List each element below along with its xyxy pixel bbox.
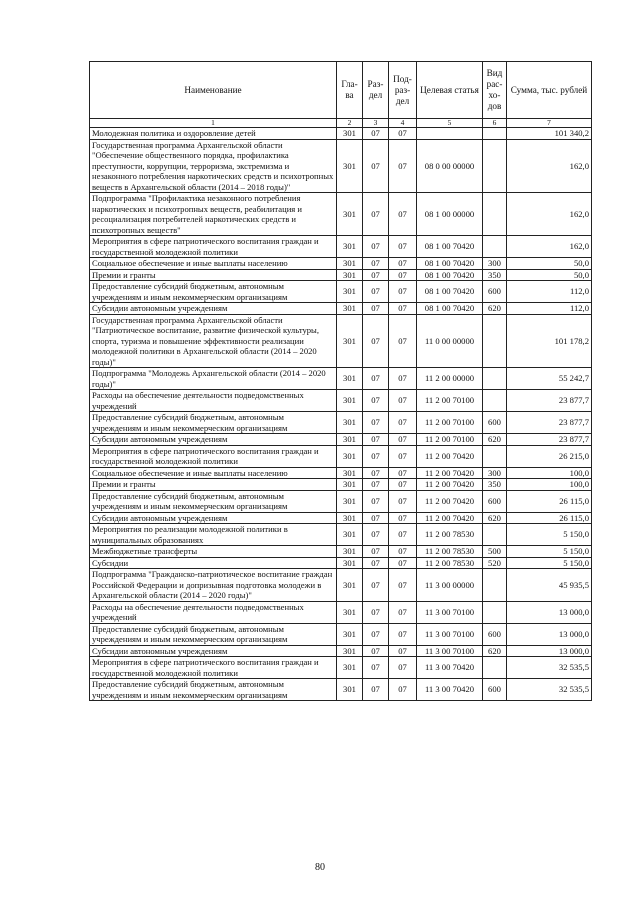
cell-statya: 11 2 00 70420 <box>417 445 483 467</box>
cell-razdel: 07 <box>363 128 389 140</box>
cell-name: Мероприятия в сфере патриотического воспитания граждан и государственной молодежной политики <box>90 236 337 258</box>
cell-podrazdel: 07 <box>389 390 417 412</box>
cell-name: Расходы на обеспечение деятельности подведомственных учреждений <box>90 390 337 412</box>
cell-statya: 11 3 00 70420 <box>417 679 483 701</box>
column-number: 3 <box>363 119 389 128</box>
cell-statya: 11 2 00 78530 <box>417 524 483 546</box>
table-row <box>90 303 592 315</box>
cell-name: Субсидии автономным учреждениям <box>90 303 337 315</box>
cell-vid <box>483 601 507 623</box>
cell-vid <box>483 139 507 193</box>
cell-summa: 100,0 <box>507 479 592 491</box>
cell-vid <box>483 657 507 679</box>
cell-name: Предоставление субсидий бюджетным, автономным учреждениям и иным некоммерческим организациям <box>90 623 337 645</box>
page-number: 80 <box>315 862 325 873</box>
cell-podrazdel: 07 <box>389 679 417 701</box>
cell-podrazdel: 07 <box>389 479 417 491</box>
cell-glava: 301 <box>337 524 363 546</box>
header-razdel: Раз-дел <box>363 62 389 119</box>
cell-name: Предоставление субсидий бюджетным, автономным учреждениям и иным некоммерческим организациям <box>90 679 337 701</box>
cell-vid <box>483 193 507 236</box>
cell-podrazdel: 07 <box>389 657 417 679</box>
cell-podrazdel: 07 <box>389 236 417 258</box>
cell-glava: 301 <box>337 128 363 140</box>
cell-statya: 08 1 00 70420 <box>417 258 483 270</box>
table-row <box>90 258 592 270</box>
cell-name: Подпрограмма "Профилактика незаконного потребления наркотических и психотропных веществ, реабилитация и ресоциализация потребителей наркотических средств и психотропных веществ" <box>90 193 337 236</box>
cell-podrazdel: 07 <box>389 139 417 193</box>
cell-vid <box>483 314 507 368</box>
table-row <box>90 368 592 390</box>
cell-podrazdel: 07 <box>389 557 417 569</box>
cell-name: Субсидии автономным учреждениям <box>90 645 337 657</box>
cell-podrazdel: 07 <box>389 524 417 546</box>
cell-summa: 5 150,0 <box>507 524 592 546</box>
cell-vid: 300 <box>483 258 507 270</box>
cell-name: Предоставление субсидий бюджетным, автономным учреждениям и иным некоммерческим организациям <box>90 281 337 303</box>
table-row <box>90 546 592 558</box>
cell-summa: 112,0 <box>507 303 592 315</box>
cell-statya: 08 1 00 70420 <box>417 269 483 281</box>
cell-razdel: 07 <box>363 303 389 315</box>
cell-razdel: 07 <box>363 390 389 412</box>
cell-name: Государственная программа Архангельской области "Обеспечение общественного порядка, профилактика преступности, коррупции, терроризма, экстремизма и незаконного потребления наркотических средств и психотропных веществ в Архангельской области (2014 – 2018 годы)" <box>90 139 337 193</box>
column-number: 6 <box>483 119 507 128</box>
cell-summa: 26 215,0 <box>507 445 592 467</box>
cell-razdel: 07 <box>363 645 389 657</box>
cell-glava: 301 <box>337 445 363 467</box>
cell-statya: 11 2 00 70420 <box>417 512 483 524</box>
cell-razdel: 07 <box>363 546 389 558</box>
table-row <box>90 390 592 412</box>
cell-podrazdel: 07 <box>389 645 417 657</box>
cell-glava: 301 <box>337 193 363 236</box>
cell-summa: 26 115,0 <box>507 512 592 524</box>
cell-glava: 301 <box>337 569 363 602</box>
cell-vid <box>483 128 507 140</box>
cell-glava: 301 <box>337 623 363 645</box>
cell-glava: 301 <box>337 479 363 491</box>
cell-summa: 26 115,0 <box>507 490 592 512</box>
cell-name: Премии и гранты <box>90 479 337 491</box>
cell-statya: 08 0 00 00000 <box>417 139 483 193</box>
cell-glava: 301 <box>337 314 363 368</box>
table-row <box>90 314 592 368</box>
cell-statya: 11 0 00 00000 <box>417 314 483 368</box>
cell-name: Расходы на обеспечение деятельности подведомственных учреждений <box>90 601 337 623</box>
column-number: 7 <box>507 119 592 128</box>
cell-vid <box>483 236 507 258</box>
table-row <box>90 281 592 303</box>
cell-name: Субсидии автономным учреждениям <box>90 434 337 446</box>
cell-name: Молодежная политика и оздоровление детей <box>90 128 337 140</box>
cell-vid: 620 <box>483 645 507 657</box>
cell-summa: 5 150,0 <box>507 557 592 569</box>
cell-glava: 301 <box>337 645 363 657</box>
cell-razdel: 07 <box>363 445 389 467</box>
cell-summa: 100,0 <box>507 467 592 479</box>
cell-glava: 301 <box>337 368 363 390</box>
cell-podrazdel: 07 <box>389 281 417 303</box>
cell-razdel: 07 <box>363 314 389 368</box>
table-row <box>90 601 592 623</box>
cell-vid: 620 <box>483 303 507 315</box>
table-row <box>90 434 592 446</box>
cell-name: Подпрограмма "Молодежь Архангельской области (2014 – 2020 годы)" <box>90 368 337 390</box>
cell-vid <box>483 524 507 546</box>
cell-statya: 11 2 00 70420 <box>417 467 483 479</box>
header-statya: Целевая статья <box>417 62 483 119</box>
cell-name: Мероприятия в сфере патриотического воспитания граждан и государственной молодежной политики <box>90 445 337 467</box>
cell-podrazdel: 07 <box>389 490 417 512</box>
cell-name: Подпрограмма "Гражданско-патриотическое воспитание граждан Российской Федерации и допризывная подготовка молодежи в Архангельской области (2014 – 2020 годы)" <box>90 569 337 602</box>
cell-razdel: 07 <box>363 412 389 434</box>
cell-name: Государственная программа Архангельской области "Патриотическое воспитание, развитие физической культуры, спорта, туризма и повышение эффективности реализации молодежной политики в Архангельской области (2014 – 2020 годы)" <box>90 314 337 368</box>
cell-name: Мероприятия в сфере патриотического воспитания граждан и государственной молодежной политики <box>90 657 337 679</box>
cell-vid: 620 <box>483 512 507 524</box>
cell-razdel: 07 <box>363 467 389 479</box>
cell-glava: 301 <box>337 679 363 701</box>
cell-podrazdel: 07 <box>389 445 417 467</box>
cell-vid <box>483 390 507 412</box>
cell-name: Предоставление субсидий бюджетным, автономным учреждениям и иным некоммерческим организациям <box>90 490 337 512</box>
cell-statya: 08 1 00 70420 <box>417 236 483 258</box>
table-body <box>90 128 592 701</box>
cell-razdel: 07 <box>363 679 389 701</box>
cell-podrazdel: 07 <box>389 601 417 623</box>
cell-summa: 162,0 <box>507 236 592 258</box>
table-row <box>90 445 592 467</box>
cell-glava: 301 <box>337 512 363 524</box>
table-row <box>90 557 592 569</box>
cell-summa: 13 000,0 <box>507 623 592 645</box>
header-vid: Вид рас-хо-дов <box>483 62 507 119</box>
cell-podrazdel: 07 <box>389 128 417 140</box>
cell-glava: 301 <box>337 303 363 315</box>
cell-vid: 620 <box>483 434 507 446</box>
cell-razdel: 07 <box>363 236 389 258</box>
cell-podrazdel: 07 <box>389 368 417 390</box>
header-row <box>90 62 592 119</box>
cell-statya: 11 3 00 70100 <box>417 601 483 623</box>
cell-podrazdel: 07 <box>389 434 417 446</box>
cell-statya: 11 3 00 70420 <box>417 657 483 679</box>
header-summa: Сумма, тыс. рублей <box>507 62 592 119</box>
cell-summa: 50,0 <box>507 269 592 281</box>
cell-podrazdel: 07 <box>389 623 417 645</box>
cell-statya: 11 2 00 70420 <box>417 479 483 491</box>
cell-vid: 600 <box>483 679 507 701</box>
column-number: 1 <box>90 119 337 128</box>
cell-name: Мероприятия по реализации молодежной политики в муниципальных образованиях <box>90 524 337 546</box>
cell-statya: 08 1 00 70420 <box>417 303 483 315</box>
cell-glava: 301 <box>337 258 363 270</box>
cell-glava: 301 <box>337 467 363 479</box>
table-row <box>90 524 592 546</box>
table-row <box>90 467 592 479</box>
budget-table <box>89 61 592 701</box>
cell-glava: 301 <box>337 269 363 281</box>
cell-summa: 50,0 <box>507 258 592 270</box>
header-podrazdel: Под-раз-дел <box>389 62 417 119</box>
cell-podrazdel: 07 <box>389 314 417 368</box>
cell-name: Социальное обеспечение и иные выплаты населению <box>90 467 337 479</box>
cell-podrazdel: 07 <box>389 269 417 281</box>
header-name: Наименование <box>90 62 337 119</box>
cell-summa: 23 877,7 <box>507 434 592 446</box>
column-number-row <box>90 119 592 128</box>
cell-glava: 301 <box>337 601 363 623</box>
table-row <box>90 139 592 193</box>
cell-vid <box>483 569 507 602</box>
cell-vid: 520 <box>483 557 507 569</box>
cell-summa: 162,0 <box>507 193 592 236</box>
table-row <box>90 623 592 645</box>
cell-razdel: 07 <box>363 524 389 546</box>
cell-statya: 11 3 00 00000 <box>417 569 483 602</box>
cell-statya: 08 1 00 00000 <box>417 193 483 236</box>
cell-summa: 101 178,2 <box>507 314 592 368</box>
cell-vid: 350 <box>483 479 507 491</box>
cell-vid <box>483 368 507 390</box>
table-row <box>90 269 592 281</box>
cell-summa: 13 000,0 <box>507 601 592 623</box>
cell-podrazdel: 07 <box>389 412 417 434</box>
cell-statya: 11 3 00 70100 <box>417 645 483 657</box>
column-number: 5 <box>417 119 483 128</box>
cell-razdel: 07 <box>363 269 389 281</box>
cell-glava: 301 <box>337 490 363 512</box>
cell-glava: 301 <box>337 657 363 679</box>
cell-summa: 32 535,5 <box>507 657 592 679</box>
cell-podrazdel: 07 <box>389 467 417 479</box>
cell-razdel: 07 <box>363 281 389 303</box>
cell-razdel: 07 <box>363 479 389 491</box>
table-row <box>90 645 592 657</box>
table-row <box>90 569 592 602</box>
cell-razdel: 07 <box>363 601 389 623</box>
column-number: 2 <box>337 119 363 128</box>
cell-summa: 55 242,7 <box>507 368 592 390</box>
cell-name: Предоставление субсидий бюджетным, автономным учреждениям и иным некоммерческим организациям <box>90 412 337 434</box>
cell-glava: 301 <box>337 281 363 303</box>
cell-vid: 500 <box>483 546 507 558</box>
cell-razdel: 07 <box>363 557 389 569</box>
cell-statya: 08 1 00 70420 <box>417 281 483 303</box>
cell-statya: 11 2 00 70100 <box>417 412 483 434</box>
cell-podrazdel: 07 <box>389 512 417 524</box>
cell-vid: 600 <box>483 623 507 645</box>
cell-razdel: 07 <box>363 139 389 193</box>
table-row <box>90 490 592 512</box>
cell-razdel: 07 <box>363 193 389 236</box>
cell-summa: 45 935,5 <box>507 569 592 602</box>
cell-razdel: 07 <box>363 657 389 679</box>
cell-vid: 300 <box>483 467 507 479</box>
cell-razdel: 07 <box>363 490 389 512</box>
cell-name: Субсидии <box>90 557 337 569</box>
cell-statya <box>417 128 483 140</box>
table-row <box>90 236 592 258</box>
cell-summa: 162,0 <box>507 139 592 193</box>
table-row <box>90 479 592 491</box>
cell-glava: 301 <box>337 412 363 434</box>
cell-vid: 600 <box>483 490 507 512</box>
cell-name: Премии и гранты <box>90 269 337 281</box>
column-number: 4 <box>389 119 417 128</box>
table-row <box>90 128 592 140</box>
cell-glava: 301 <box>337 557 363 569</box>
cell-statya: 11 2 00 00000 <box>417 368 483 390</box>
cell-podrazdel: 07 <box>389 258 417 270</box>
cell-name: Межбюджетные трансферты <box>90 546 337 558</box>
cell-razdel: 07 <box>363 569 389 602</box>
cell-summa: 5 150,0 <box>507 546 592 558</box>
cell-vid <box>483 445 507 467</box>
cell-podrazdel: 07 <box>389 303 417 315</box>
cell-vid: 600 <box>483 281 507 303</box>
cell-statya: 11 2 00 78530 <box>417 546 483 558</box>
cell-name: Субсидии автономным учреждениям <box>90 512 337 524</box>
cell-razdel: 07 <box>363 623 389 645</box>
cell-glava: 301 <box>337 139 363 193</box>
cell-summa: 13 000,0 <box>507 645 592 657</box>
cell-razdel: 07 <box>363 512 389 524</box>
cell-statya: 11 2 00 70420 <box>417 490 483 512</box>
cell-statya: 11 2 00 70100 <box>417 390 483 412</box>
header-glava: Гла-ва <box>337 62 363 119</box>
cell-summa: 23 877,7 <box>507 390 592 412</box>
cell-razdel: 07 <box>363 368 389 390</box>
table-row <box>90 512 592 524</box>
cell-vid: 600 <box>483 412 507 434</box>
cell-glava: 301 <box>337 390 363 412</box>
table-row <box>90 193 592 236</box>
cell-glava: 301 <box>337 434 363 446</box>
cell-glava: 301 <box>337 546 363 558</box>
cell-summa: 23 877,7 <box>507 412 592 434</box>
cell-name: Социальное обеспечение и иные выплаты населению <box>90 258 337 270</box>
cell-podrazdel: 07 <box>389 193 417 236</box>
cell-statya: 11 2 00 78530 <box>417 557 483 569</box>
cell-summa: 112,0 <box>507 281 592 303</box>
cell-summa: 32 535,5 <box>507 679 592 701</box>
cell-glava: 301 <box>337 236 363 258</box>
table-row <box>90 679 592 701</box>
table-row <box>90 657 592 679</box>
cell-razdel: 07 <box>363 434 389 446</box>
cell-vid: 350 <box>483 269 507 281</box>
cell-summa: 101 340,2 <box>507 128 592 140</box>
table-row <box>90 412 592 434</box>
cell-razdel: 07 <box>363 258 389 270</box>
cell-statya: 11 3 00 70100 <box>417 623 483 645</box>
cell-statya: 11 2 00 70100 <box>417 434 483 446</box>
cell-podrazdel: 07 <box>389 569 417 602</box>
cell-podrazdel: 07 <box>389 546 417 558</box>
